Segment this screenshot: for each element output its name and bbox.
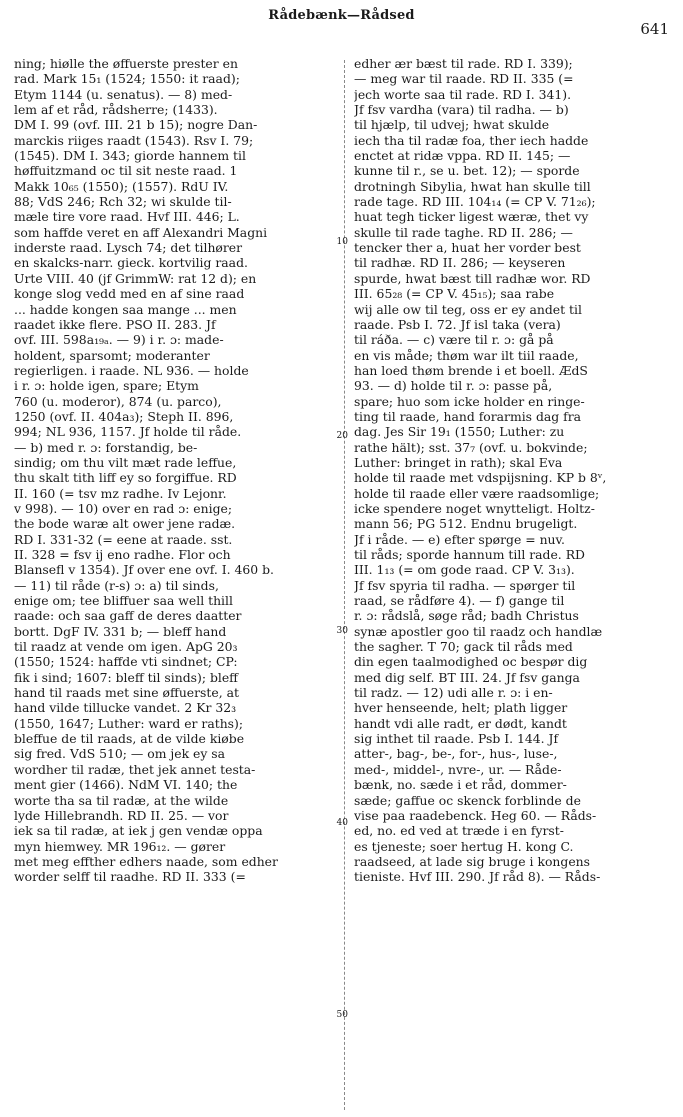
text-line: enctet at ridæ vppa. RD II. 145; — <box>354 148 571 164</box>
text-line: ed, no. ed ved at træde i en fyrst- <box>354 823 564 839</box>
text-line: til ráða. — c) være til r. ɔ: gå på <box>354 332 554 348</box>
text-line: atter-, bag-, be-, for-, hus-, luse-, <box>354 746 558 762</box>
left-column <box>14 56 332 885</box>
text-line: Jf i råde. — e) efter spørge = nuv. <box>354 531 565 547</box>
text-line: Luther: bringet in rath); skal Eva <box>354 454 563 470</box>
text-line: raad, se rådføre 4). — f) gange til <box>354 593 565 609</box>
text-line: mann 56; PG 512. Endnu brugeligt. <box>354 516 578 532</box>
text-line: es tjeneste; soer hertug H. kong C. <box>354 838 574 854</box>
text-line: hand til raads met sine øffuerste, at <box>14 685 239 701</box>
text-line: regierligen. i raade. NL 936. — holde <box>14 362 249 378</box>
text-line: marckis riiges raadt (1543). Rsv I. 79; <box>14 132 254 148</box>
text-line: din egen taalmodighed oc bespør dig <box>354 654 588 670</box>
text-line: sig fred. VdS 510; — om jek ey sa <box>14 746 226 762</box>
text-line: jech worte saa til rade. RD I. 341). <box>354 86 572 102</box>
text-line: III. 65₂₈ (= CP V. 45₁₅); saa rabe <box>354 286 555 302</box>
text-line: raade: och saa gaff de deres daatter <box>14 608 242 624</box>
text-line: iech tha til radæ foa, ther iech hadde <box>354 132 589 148</box>
text-line: holdent, sparsomt; moderanter <box>14 347 210 363</box>
text-line: med dig self. BT III. 24. Jf fsv ganga <box>354 669 580 685</box>
text-line: drotningh Sibylia, hwat han skulle till <box>354 178 591 194</box>
text-line: wordher til radæ, thet jek annet testa- <box>14 761 256 777</box>
text-line: thu skalt tith liff ey so forgiffue. RD <box>14 470 237 486</box>
text-line: raadseed, at lade sig bruge i kongens <box>354 853 591 869</box>
text-line: tieniste. Hvf III. 290. Jf råd 8). — Råds- <box>354 869 601 885</box>
text-line: wij alle ow til teg, oss er ey andet til <box>354 301 582 317</box>
text-line: spare; huo som icke holder en ringe- <box>354 393 585 409</box>
text-line: worte tha sa til radæ, at the wilde <box>14 792 229 808</box>
text-line: icke spendere noget wnytteligt. Holtz- <box>354 500 595 516</box>
text-line: (1545). DM I. 343; giorde hannem til <box>14 148 246 164</box>
text-line: (1550, 1647; Luther: ward er raths); <box>14 715 244 731</box>
text-line: — 11) til råde (r-s) ɔ: a) til sinds, <box>14 577 219 593</box>
text-line: inderste raad. Lysch 74; det tilhører <box>14 240 243 256</box>
text-line: 93. — d) holde til r. ɔ: passe på, <box>354 378 553 394</box>
text-line: mæle tire vore raad. Hvf III. 446; L. <box>14 209 240 225</box>
text-line: iek sa til radæ, at iek j gen vendæ oppa <box>14 823 263 839</box>
text-line: holde til raade met vdspijsning. KP b 8ᵛ, <box>354 470 607 486</box>
text-line: høffuitzmand oc til sit neste raad. 1 <box>14 163 238 179</box>
text-line: holde til raade eller være raadsomlige; <box>354 485 600 501</box>
text-line: rathe hält); sst. 37₇ (ovf. u. bokvinde; <box>354 439 588 455</box>
text-line: v 998). — 10) over en rad ɔ: enige; <box>14 500 233 516</box>
text-line: 1250 (ovf. II. 404a₃); Steph II. 896, <box>14 408 234 424</box>
text-line: til radz. — 12) udi alle r. ɔ: i en- <box>354 685 553 701</box>
text-line: met meg effther edhers naade, som edher <box>14 853 278 869</box>
text-line: raade. Psb I. 72. Jf isl taka (vera) <box>354 316 561 332</box>
line-number-30: 30 <box>336 626 348 636</box>
text-line: 88; VdS 246; Rch 32; wi skulde til- <box>14 194 232 210</box>
right-column <box>354 56 670 885</box>
text-line: til raadz at vende om igen. ApG 20₃ <box>14 639 238 655</box>
text-line: ovf. III. 598a₁₉ₐ. — 9) i r. ɔ: made- <box>14 332 224 348</box>
text-line: handt vdi alle radt, er dødt, kandt <box>354 715 567 731</box>
text-line: rade tage. RD III. 104₁₄ (= CP V. 71₂₆); <box>354 194 596 210</box>
text-line: II. 160 (= tsv mz radhe. Iv Lejonr. <box>14 485 227 501</box>
text-line: 994; NL 936, 1157. Jf holde til råde. <box>14 424 242 440</box>
text-line: edher ær bæst til rade. RD I. 339); <box>354 56 573 71</box>
text-line: i r. ɔ: holde igen, spare; Etym <box>14 378 199 394</box>
text-line: Etym 1144 (u. senatus). — 8) med- <box>14 86 233 102</box>
text-line: til råds; sporde hannum till rade. RD <box>354 547 585 562</box>
text-line: fik i sind; 1607: bleff til sinds); bleff <box>14 669 238 685</box>
column-divider <box>344 60 345 1110</box>
text-line: Blansefl v 1354). Jf over ene ovf. I. 460 b. <box>14 562 274 578</box>
text-line: konge slog vedd med en af sine raad <box>14 286 245 302</box>
line-number-40: 40 <box>336 818 348 828</box>
text-line: Jf fsv vardha (vara) til radha. — b) <box>354 102 569 118</box>
text-line: ... hadde kongen saa mange ... men <box>14 301 237 317</box>
text-line: tencker ther a, huat her vorder best <box>354 240 581 256</box>
text-line: bleffue de til raads, at de vilde kiøbe <box>14 731 245 747</box>
text-line: raadet ikke flere. PSO II. 283. Jf <box>14 316 216 332</box>
text-line: en vis måde; thøm war ilt tiil raade, <box>354 347 579 363</box>
text-line: Makk 10₆₅ (1550); (1557). RdU IV. <box>14 178 229 194</box>
text-line: sig inthet til raade. Psb I. 144. Jf <box>354 731 559 747</box>
text-line: — meg war til raade. RD II. 335 (= <box>354 71 574 87</box>
text-line: lem af et råd, rådsherre; (1433). <box>14 102 218 118</box>
page-number: 641 <box>640 20 669 38</box>
text-line: spurde, hwat bæst till radhæ wor. RD <box>354 270 591 286</box>
text-line: med-, middel-, nvre-, ur. — Råde- <box>354 761 562 777</box>
text-line: dag. Jes Sir 19₁ (1550; Luther: zu <box>354 424 565 440</box>
running-header: Rådebænk—Rådsed <box>268 8 415 23</box>
text-line: hver henseende, helt; plath ligger <box>354 700 568 716</box>
text-line: — b) med r. ɔ: forstandig, be- <box>14 439 198 455</box>
text-line: ment gier (1466). NdM VI. 140; the <box>14 777 238 793</box>
line-number-20: 20 <box>336 431 348 441</box>
text-line: sindig; om thu vilt mæt rade leffue, <box>14 454 237 470</box>
text-line: II. 328 = fsv ij eno radhe. Flor och <box>14 547 231 562</box>
text-line: myn hiemwey. MR 196₁₂. — gører <box>14 838 226 854</box>
text-line: rad. Mark 15₁ (1524; 1550: it raad); <box>14 71 240 87</box>
text-line: til hjælp, til udvej; hwat skulde <box>354 117 550 133</box>
text-line: som haffde veret en aff Alexandri Magni <box>14 224 268 240</box>
text-line: (1550; 1524: haffde vti sindnet; CP: <box>14 654 238 670</box>
text-line: r. ɔ: rådslå, søge råd; badh Christus <box>354 608 579 624</box>
text-line: bortt. DgF IV. 331 b; — bleff hand <box>14 623 227 639</box>
text-line: huat tegh ticker ligest wæræ, thet vy <box>354 209 589 225</box>
text-line: the bode waræ alt ower jene radæ. <box>14 516 236 532</box>
text-line: en skalcks-narr. gieck. kortvilig raad. <box>14 255 248 271</box>
text-line: bænk, no. sæde i et råd, dommer- <box>354 777 567 793</box>
text-line: 760 (u. moderor), 874 (u. parco), <box>14 393 222 409</box>
text-line: ting til raade, hand forarmis dag fra <box>354 408 582 424</box>
text-line: hand vilde tillucke vandet. 2 Kr 32₃ <box>14 700 237 716</box>
text-line: til radhæ. RD II. 286; — keyseren <box>354 255 566 271</box>
text-line: ning; hiølle the øffuerste prester en <box>14 56 238 71</box>
text-line: worder selff til raadhe. RD II. 333 (= <box>14 869 246 885</box>
text-line: sæde; gaffue oc skenck forblinde de <box>354 792 581 808</box>
text-line: Jf fsv spyria til radha. — spørger til <box>354 577 576 593</box>
text-line: kunne til r., se u. bet. 12); — sporde <box>354 163 580 179</box>
text-line: vise paa raadebenck. Heg 60. — Råds- <box>354 807 597 823</box>
text-line: enige om; tee bliffuer saa well thill <box>14 593 233 609</box>
line-number-50: 50 <box>336 1010 348 1020</box>
text-line: han loed thøm brende i et boell. ÆdS <box>354 362 588 378</box>
text-line: the sagher. T 70; gack til råds med <box>354 639 573 655</box>
text-line: synæ apostler goo til raadz och handlæ <box>354 623 603 639</box>
text-line: III. 1₁₃ (= om gode raad. CP V. 3₁₃). <box>354 562 575 578</box>
text-line: skulle til rade taghe. RD II. 286; — <box>354 224 573 240</box>
line-number-10: 10 <box>336 237 348 247</box>
text-line: DM I. 99 (ovf. III. 21 b 15); nogre Dan- <box>14 117 258 133</box>
text-line: Urte VIII. 40 (jf GrimmW: rat 12 d); en <box>14 270 257 286</box>
text-line: RD I. 331-32 (= eene at raade. sst. <box>14 531 233 547</box>
text-line: lyde Hillebrandh. RD II. 25. — vor <box>14 807 229 823</box>
